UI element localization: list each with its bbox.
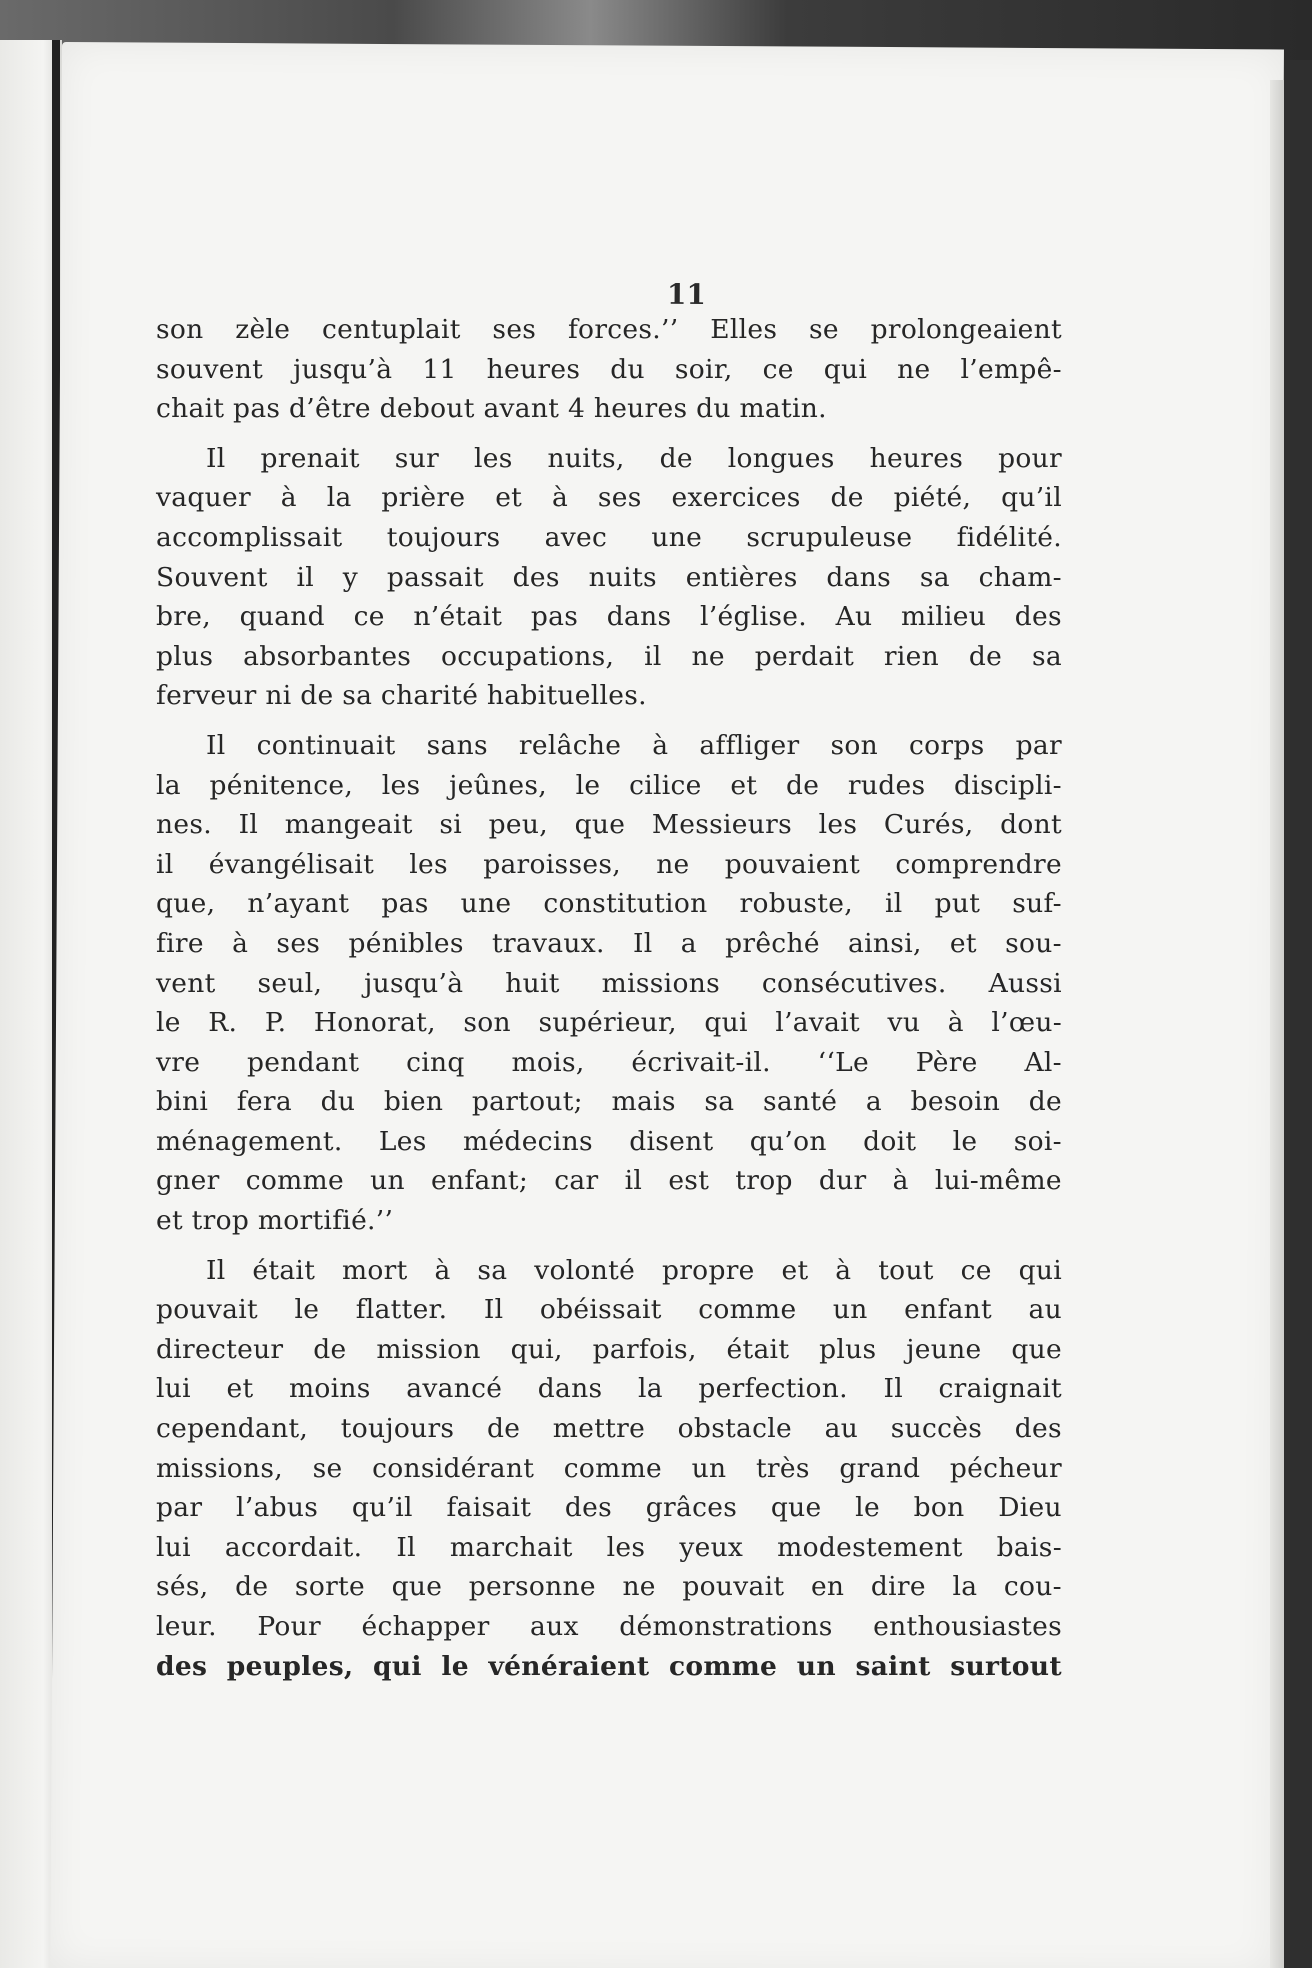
text-line: souvent jusqu’à 11 heures du soir, ce qui ne l’empê- xyxy=(156,353,1062,385)
text-line: bre, quand ce n’était pas dans l’église. Au milieu des xyxy=(156,601,1062,633)
body-text xyxy=(156,310,1062,1686)
text-line: nes. Il mangeait si peu, que Messieurs les Curés, dont xyxy=(156,809,1062,841)
text-line: Il était mort à sa volonté propre et à tout ce qui xyxy=(206,1254,1062,1286)
text-line: directeur de mission qui, parfois, était plus jeune que xyxy=(156,1333,1062,1365)
text-line: accomplissait toujours avec une scrupuleuse fidélité. xyxy=(156,521,1062,553)
text-line: le R. P. Honorat, son supérieur, qui l’avait vu à l’œu- xyxy=(156,1007,1062,1039)
text-line: Souvent il y passait des nuits entières dans sa cham- xyxy=(156,561,1062,593)
text-line: son zèle centuplait ses forces.’’ Elles se prolongeaient xyxy=(156,314,1062,345)
text-line: plus absorbantes occupations, il ne perdait rien de sa xyxy=(156,640,1062,672)
page-number: 11 xyxy=(666,277,707,311)
text-line: et trop mortifié.’’ xyxy=(156,1205,394,1237)
text-line: chait pas d’être debout avant 4 heures du matin. xyxy=(156,393,827,425)
text-line: lui accordait. Il marchait les yeux modestement bais- xyxy=(156,1531,1062,1563)
text-line: leur. Pour échapper aux démonstrations enthousiastes xyxy=(156,1611,1062,1642)
text-line: sés, de sorte que personne ne pouvait en dire la cou- xyxy=(156,1571,1062,1603)
text-line: missions, se considérant comme un très grand pécheur xyxy=(156,1452,1062,1484)
text-line: vaquer à la prière et à ses exercices de piété, qu’il xyxy=(156,482,1062,514)
text-line: la pénitence, les jeûnes, le cilice et de rudes discipli- xyxy=(156,769,1062,801)
page-right-edge xyxy=(1270,80,1284,1968)
text-line: Il continuait sans relâche à affliger son corps par xyxy=(206,729,1062,761)
text-line: que, n’ayant pas une constitution robuste, il put suf- xyxy=(156,888,1062,920)
text-line: vre pendant cinq mois, écrivait-il. ‘‘Le Père Al- xyxy=(156,1046,1062,1078)
text-line: fire à ses pénibles travaux. Il a prêché ainsi, et sou- xyxy=(156,927,1062,959)
text-line: ménagement. Les médecins disent qu’on doit le soi- xyxy=(156,1125,1062,1157)
text-line: gner comme un enfant; car il est trop dur à lui-même xyxy=(156,1165,1062,1197)
text-line: par l’abus qu’il faisait des grâces que le bon Dieu xyxy=(156,1492,1062,1524)
paragraph xyxy=(156,1251,1062,1687)
text-line: lui et moins avancé dans la perfection. Il craignait xyxy=(156,1373,1062,1405)
paragraph xyxy=(156,726,1062,1241)
paragraph xyxy=(156,310,1062,429)
text-line: il évangélisait les paroisses, ne pouvaient comprendre xyxy=(156,848,1062,880)
text-line: cependant, toujours de mettre obstacle au succès des xyxy=(156,1413,1062,1445)
text-line: Il prenait sur les nuits, de longues heures pour xyxy=(206,442,1062,474)
text-line: ferveur ni de sa charité habituelles. xyxy=(156,680,647,712)
text-line: bini fera du bien partout; mais sa santé a besoin de xyxy=(156,1086,1062,1118)
text-line: des peuples, qui le vénéraient comme un saint surtout xyxy=(156,1650,1062,1682)
text-line: pouvait le flatter. Il obéissait comme un enfant au xyxy=(156,1294,1062,1326)
text-line: vent seul, jusqu’à huit missions consécutives. Aussi xyxy=(156,967,1062,999)
paragraph xyxy=(156,439,1062,716)
